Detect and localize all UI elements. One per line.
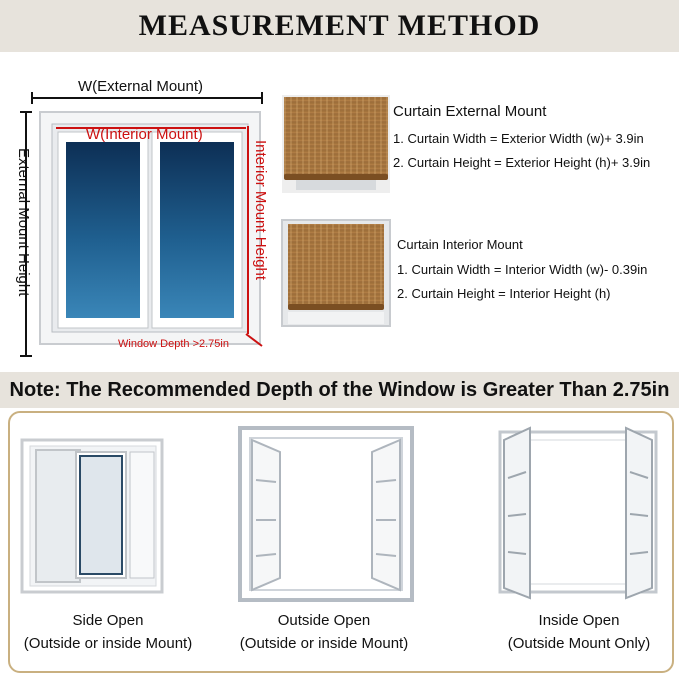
outside-open-window-icon bbox=[240, 428, 412, 600]
inside-open-subtitle: (Outside Mount Only) bbox=[507, 635, 651, 652]
external-mount-heading: Curtain External Mount bbox=[393, 103, 547, 120]
external-mount-height-formula: 2. Curtain Height = Exterior Height (h)+ 3.9in bbox=[393, 155, 651, 170]
outside-open-caption bbox=[224, 609, 424, 655]
external-width-label: W(External Mount) bbox=[78, 78, 204, 95]
interior-mount-width-formula: 1. Curtain Width = Interior Width (w)- 0.39in bbox=[397, 262, 648, 277]
side-open-window-icon bbox=[22, 440, 162, 592]
external-height-label: External Mount Height bbox=[15, 148, 32, 297]
inside-open-title: Inside Open bbox=[538, 612, 620, 629]
note-text: Note: The Recommended Depth of the Window is Greater Than 2.75in bbox=[9, 378, 670, 401]
side-open-subtitle: (Outside or inside Mount) bbox=[23, 635, 193, 652]
page-title: MEASUREMENT METHOD bbox=[138, 9, 541, 42]
outside-open-subtitle: (Outside or inside Mount) bbox=[239, 635, 409, 652]
outside-open-title: Outside Open bbox=[277, 612, 371, 629]
interior-height-label: Interior Mount Height bbox=[252, 140, 269, 281]
inside-open-window-icon bbox=[500, 428, 656, 598]
interior-width-label: W(Interior Mount) bbox=[86, 126, 203, 143]
side-open-title: Side Open bbox=[72, 612, 144, 629]
external-mount-width-formula: 1. Curtain Width = Exterior Width (w)+ 3.9in bbox=[393, 131, 644, 146]
side-open-caption bbox=[8, 609, 208, 655]
inside-open-caption bbox=[486, 609, 672, 655]
interior-mount-heading: Curtain Interior Mount bbox=[397, 237, 523, 252]
window-depth-label: Window Depth >2.75in bbox=[118, 338, 229, 350]
interior-mount-height-formula: 2. Curtain Height = Interior Height (h) bbox=[397, 286, 611, 301]
